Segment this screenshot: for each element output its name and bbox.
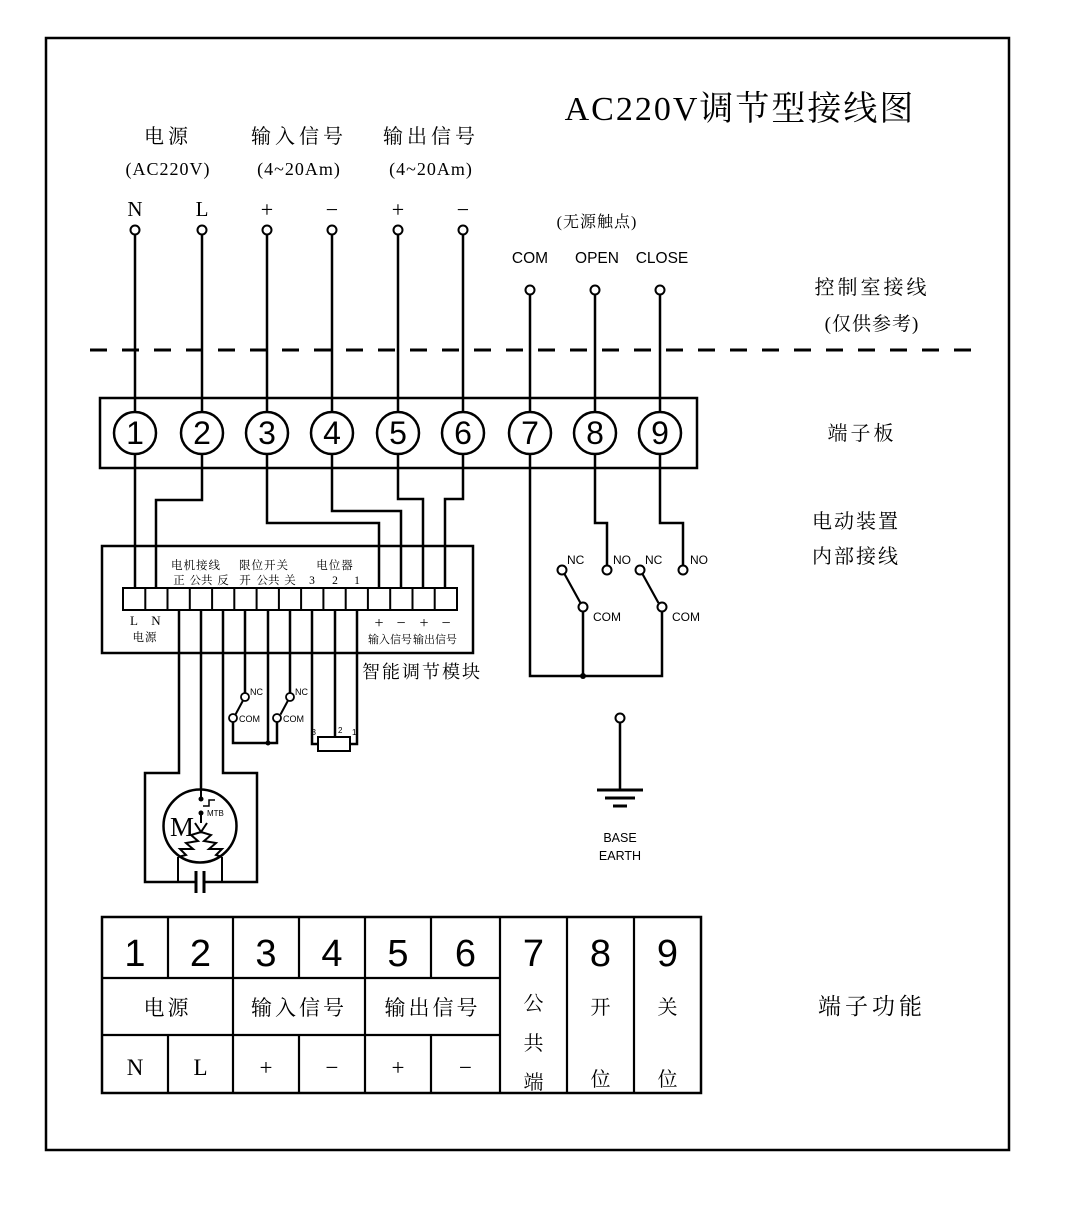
table-sym-plus-out: + — [391, 1055, 405, 1080]
limit-b-nc-label: NC — [295, 687, 308, 697]
table-sym-n: N — [126, 1055, 144, 1080]
pin-forward: 正 — [173, 575, 185, 587]
table-col8-char-1: 开 — [590, 997, 611, 1019]
limit-switch-arms — [236, 701, 289, 715]
switch-b-com-label: COM — [672, 610, 700, 624]
switch-a-nc-label: NC — [567, 553, 585, 567]
module-power-l: L — [130, 613, 138, 628]
limit-b-com-label: COM — [283, 714, 304, 724]
switch-b-no-point — [679, 566, 688, 575]
device-label-1: 电动装置 — [812, 511, 900, 533]
table-func-power: 电源 — [143, 996, 192, 1020]
table-func-input: 输入信号 — [251, 996, 347, 1020]
switch-a-no-label: NO — [613, 553, 631, 567]
module-terminal-strip — [123, 588, 457, 610]
board-number-7: 7 — [521, 415, 539, 451]
table-sym-plus-in: + — [259, 1055, 273, 1080]
motor-winding-right — [201, 832, 222, 857]
motor-arrow — [195, 823, 207, 832]
table-num-7: 7 — [522, 933, 545, 975]
table-col9-char-1: 关 — [657, 997, 678, 1019]
device-label-2: 内部接线 — [812, 546, 900, 568]
switch-b-com-point — [658, 603, 667, 612]
table-num-1: 1 — [124, 933, 146, 975]
table-col7-char-2: 共 — [523, 1033, 544, 1055]
input-group-sub: (4~20Am) — [257, 159, 341, 179]
switch-b-nc-point — [636, 566, 645, 575]
input-group-label: 输入信号 — [251, 126, 347, 148]
terminal-circle-in-minus — [328, 226, 337, 235]
mtb-dot-bottom — [199, 811, 204, 816]
motor-m-label: M — [169, 812, 195, 842]
pin-reverse: 反 — [217, 575, 229, 587]
pin-common-limit: 公共 — [256, 575, 280, 587]
limit-a-nc-point — [241, 693, 249, 701]
terminal-minus-in: − — [325, 197, 339, 222]
module-power-label: 电源 — [132, 632, 158, 644]
switch-b-no-label: NO — [690, 553, 708, 567]
junction-dot-limit-bus — [266, 741, 271, 746]
terminal-board-label: 端子板 — [827, 423, 897, 445]
output-group-sub: (4~20Am) — [389, 159, 473, 179]
mtb-dot-top — [199, 797, 204, 802]
table-sym-minus-out: − — [459, 1055, 472, 1080]
earth-label-earth: EARTH — [598, 849, 642, 863]
earth-terminal-circle — [616, 714, 625, 723]
terminal-letter-l: L — [195, 197, 209, 221]
feedback-switch-circles — [558, 566, 688, 612]
module-output-signal-label: 输出信号 — [413, 634, 457, 646]
switch-b-nc-label: NC — [645, 553, 663, 567]
potentiometer-body — [318, 737, 350, 751]
terminal-plus-out: + — [391, 197, 405, 222]
table-title-label: 端子功能 — [818, 994, 926, 1019]
module-group-pot: 电位器 — [316, 560, 354, 572]
table-num-8: 8 — [589, 933, 612, 975]
capacitor-plates — [196, 871, 204, 893]
control-room-note-1: 控制室接线 — [814, 277, 930, 299]
module-group-limit: 限位开关 — [239, 560, 289, 572]
terminal-circle-close — [656, 286, 665, 295]
table-num-4: 4 — [321, 933, 343, 975]
module-input-signal-label: 输入信号 — [368, 634, 412, 646]
mtb-thermal-contact — [203, 800, 215, 806]
limit-a-com-label: COM — [239, 714, 260, 724]
board-number-4: 4 — [323, 415, 341, 451]
table-num-6: 6 — [454, 933, 477, 975]
board-number-6: 6 — [454, 415, 472, 451]
terminal-circle-n — [131, 226, 140, 235]
module-power-n: N — [151, 613, 161, 628]
module-group-motor: 电机接线 — [171, 560, 221, 572]
switch-a-no-point — [603, 566, 612, 575]
earth-ground-symbol — [597, 790, 643, 806]
terminal-circle-com — [526, 286, 535, 295]
contact-com-label: COM — [511, 250, 549, 267]
board-number-5: 5 — [389, 415, 407, 451]
terminal-circle-out-minus — [459, 226, 468, 235]
power-group-sub: (AC220V) — [125, 159, 211, 179]
module-name-label: 智能调节模块 — [362, 662, 482, 682]
contact-open-label: OPEN — [575, 250, 619, 267]
terminal-circle-out-plus — [394, 226, 403, 235]
power-group-label: 电源 — [144, 126, 192, 148]
module-sig-minus-in: − — [396, 615, 406, 632]
contact-close-label: CLOSE — [635, 250, 689, 267]
table-col7-char-1: 公 — [523, 993, 544, 1015]
pin-open: 开 — [239, 575, 251, 587]
switch-a-nc-point — [558, 566, 567, 575]
board-number-3: 3 — [258, 415, 276, 451]
pot-terminal-3-label: 3 — [311, 728, 316, 737]
board-number-9: 9 — [651, 415, 669, 451]
table-sym-minus-in: − — [325, 1055, 339, 1080]
terminal-circle-in-plus — [263, 226, 272, 235]
table-col8-char-2: 位 — [590, 1069, 611, 1091]
table-col9-char-2: 位 — [657, 1069, 678, 1091]
terminal-minus-out: − — [456, 197, 470, 222]
terminal-letter-n: N — [127, 197, 143, 221]
terminal-board-numbers — [126, 415, 669, 451]
board-number-2: 2 — [193, 415, 211, 451]
limit-b-nc-point — [286, 693, 294, 701]
junction-dot-com-bus — [580, 673, 586, 679]
module-sig-plus-out: + — [419, 615, 429, 632]
control-room-note-2: (仅供参考) — [824, 314, 920, 335]
table-num-3: 3 — [255, 933, 277, 975]
pin-pot-2: 2 — [332, 575, 338, 587]
table-vertical-labels — [524, 993, 678, 1094]
limit-a-nc-label: NC — [250, 687, 263, 697]
terminal-circle-open — [591, 286, 600, 295]
page-title: AC220V调节型接线图 — [564, 91, 916, 128]
module-sig-plus-in: + — [374, 615, 384, 632]
table-num-9: 9 — [656, 933, 679, 975]
module-pin-labels — [173, 573, 360, 587]
pin-pot-3: 3 — [309, 575, 315, 587]
limit-b-com-point — [273, 714, 281, 722]
switch-a-com-label: COM — [593, 610, 621, 624]
mtb-label: MTB — [207, 809, 224, 818]
pin-common-motor: 公共 — [189, 575, 213, 587]
table-col7-char-3: 端 — [523, 1072, 544, 1094]
pin-close: 关 — [284, 575, 296, 587]
table-num-5: 5 — [387, 933, 409, 975]
table-func-output: 输出信号 — [384, 996, 481, 1020]
terminal-plus-in: + — [260, 197, 274, 222]
board-number-1: 1 — [126, 415, 144, 451]
pot-terminal-2-label: 2 — [338, 726, 343, 735]
motor-winding-leads — [178, 857, 222, 882]
pin-pot-1: 1 — [354, 575, 360, 587]
module-sig-minus-out: − — [441, 615, 451, 632]
switch-a-com-point — [579, 603, 588, 612]
table-sym-l: L — [193, 1055, 208, 1080]
table-number-row — [124, 933, 678, 975]
terminal-circle-l — [198, 226, 207, 235]
pot-terminal-1-label: 1 — [352, 728, 357, 737]
output-group-label: 输出信号 — [383, 126, 479, 148]
passive-contact-note: (无源触点) — [556, 214, 638, 231]
module-strip-dividers — [145, 588, 434, 610]
table-num-2: 2 — [189, 933, 212, 975]
earth-label-base: BASE — [603, 831, 637, 845]
limit-a-com-point — [229, 714, 237, 722]
feedback-switch-arms — [565, 574, 659, 603]
board-number-8: 8 — [586, 415, 604, 451]
